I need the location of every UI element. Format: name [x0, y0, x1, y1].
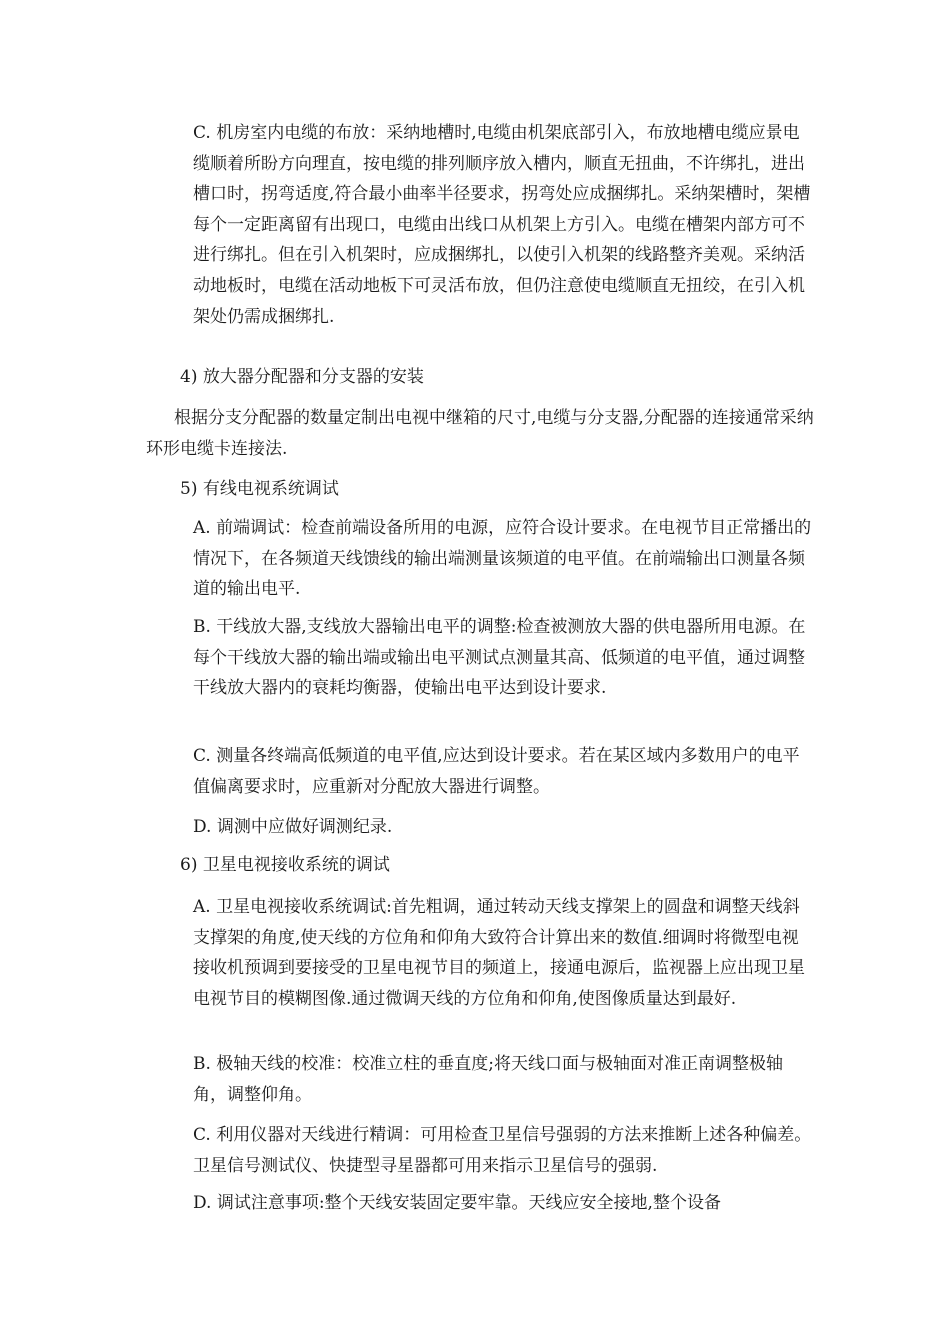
paragraph-c-cable-layout: C. 机房室内电缆的布放：采纳地槽时,电缆由机架底部引入，布放地槽电缆应景电缆顺着所盼方向理直，按电缆的排列顺序放入槽内，顺直无扭曲，不许绑扎，进出槽口时，拐弯适度,符合最小曲率半径要求，拐弯处应成捆绑扎。采纳架槽时，架槽每个一定距离留有出现口，电缆由出线口从机架上方引入。电缆在槽架内部方可不进行绑扎。但在引入机架时，应成捆绑扎，以使引入机架的线路整齐美观。采纳活动地板时，电缆在活动地板下可灵活布放，但仍注意使电缆顺直无扭绞，在引入机架处仍需成捆绑扎.: [193, 123, 811, 327]
paragraph-5a-headend-test: A. 前端调试：检查前端设备所用的电源，应符合设计要求。在电视节目正常播出的情况下，在各频道天线馈线的输出端测量该频道的电平值。在前端输出口测量各频道的输出电平.: [193, 518, 812, 600]
paragraph-5d-records: D. 调测中应做好调测纪录.: [193, 817, 393, 837]
paragraph-5b-amplifier-adjust: B. 干线放大器,支线放大器输出电平的调整:检查被测放大器的供电器所用电源。在每个干线放大器的输出端或输出电平测试点测量其高、低频道的电平值，通过调整干线放大器内的衰耗均衡器，使输出电平达到设计要求.: [193, 617, 806, 699]
paragraph-5c-terminal-levels: C. 测量各终端高低频道的电平值,应达到设计要求。若在某区域内多数用户的电平值偏离要求时，应重新对分配放大器进行调整。: [193, 746, 800, 797]
section-heading-5: 5) 有线电视系统调试: [180, 479, 339, 499]
paragraph-6d-precautions: D. 调试注意事项:整个天线安装固定要牢靠。天线应安全接地,整个设备: [193, 1193, 721, 1213]
paragraph-splitter-installation: 根据分支分配器的数量定制出电视中继箱的尺寸,电缆与分支器,分配器的连接通常采纳环形电缆卡连接法.: [146, 408, 814, 459]
section-heading-4: 4) 放大器分配器和分支器的安装: [180, 367, 424, 387]
paragraph-6a-satellite-tuning: A. 卫星电视接收系统调试:首先粗调，通过转动天线支撑架上的圆盘和调整天线斜支撑架的角度,使天线的方位角和仰角大致符合计算出来的数值.细调时将微型电视接收机预调到要接受的卫星电视节目的频道上，接通电源后，监视器上应出现卫星电视节目的模糊图像.通过微调天线的方位角和仰角,使图像质量达到最好.: [193, 897, 805, 1009]
section-heading-6: 6) 卫星电视接收系统的调试: [180, 855, 390, 875]
paragraph-6c-fine-tuning: C. 利用仪器对天线进行精调：可用检查卫星信号强弱的方法来推断上述各种偏差。卫星信号测试仪、快捷型寻星器都可用来指示卫星信号的强弱.: [193, 1125, 812, 1176]
paragraph-6b-polar-antenna: B. 极轴天线的校准：校准立柱的垂直度;将天线口面与极轴面对准正南调整极轴角，调整仰角。: [193, 1054, 784, 1105]
